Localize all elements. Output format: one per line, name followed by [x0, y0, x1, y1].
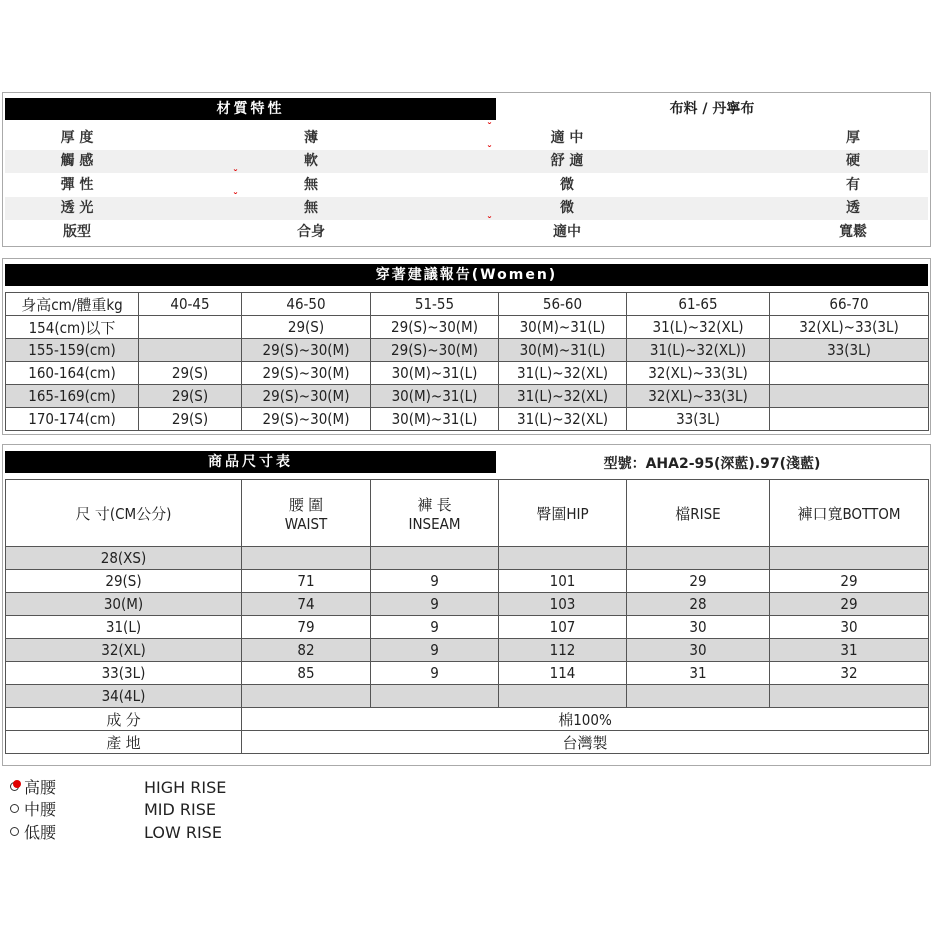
recommend-cell: 29(S)~30(M): [242, 408, 371, 431]
legend-item: [10, 799, 410, 821]
size-header-en: WAIST: [284, 514, 328, 533]
check-tick-icon: ˇ: [233, 192, 238, 203]
check-tick-icon: ˇ: [233, 169, 238, 180]
material-row: [5, 192, 928, 220]
recommend-cell: 33(3L): [627, 408, 770, 431]
material-cell-c2: 適中: [553, 224, 581, 240]
material-cell-c3: 厚: [846, 130, 860, 146]
material-cell-c2: 微: [560, 200, 574, 216]
size-cell: 29: [627, 570, 770, 593]
size-cell: [770, 685, 929, 708]
size-cell: 101: [499, 570, 627, 593]
size-cell: 33(3L): [6, 662, 242, 685]
recommend-cell: 29(S): [139, 362, 242, 385]
recommend-cell: [139, 316, 242, 339]
size-cell: [499, 547, 627, 570]
legend-zh: 中腰: [24, 800, 57, 819]
recommend-cell: 170-174(cm): [6, 408, 139, 431]
size-header-cell: [242, 480, 371, 547]
size-row: [6, 593, 929, 616]
check-tick-icon: ˇ: [487, 145, 492, 156]
size-header-cell: [371, 480, 499, 547]
material-cell-c1: 薄: [304, 130, 318, 146]
material-row: [5, 122, 928, 150]
material-cell-c1: 無: [304, 177, 318, 193]
size-cell: [371, 547, 499, 570]
recommend-header-cell: 46-50: [242, 293, 371, 316]
recommend-cell: 29(S)~30(M): [242, 362, 371, 385]
legend-en: HIGH RISE: [144, 778, 227, 797]
size-row: [6, 639, 929, 662]
material-cell-c1: 合身: [297, 224, 325, 240]
size-cell: 30: [627, 639, 770, 662]
size-cell: [770, 547, 929, 570]
size-cell: 29: [770, 570, 929, 593]
material-cell-c3: 透: [846, 200, 860, 216]
origin-row: [6, 731, 929, 754]
size-cell: [371, 685, 499, 708]
recommend-cell: 30(M)~31(L): [371, 408, 499, 431]
recommend-row: [6, 339, 929, 362]
recommend-cell: 31(L)~32(XL): [499, 408, 627, 431]
recommend-cell: 31(L)~32(XL): [499, 362, 627, 385]
recommend-cell: 30(M)~31(L): [371, 385, 499, 408]
recommend-cell: 154(cm)以下: [6, 316, 139, 339]
recommend-row: [6, 385, 929, 408]
material-cell-c2: 適 中: [550, 130, 584, 146]
recommend-cell: 29(S)~30(M): [371, 339, 499, 362]
recommend-cell: 30(M)~31(L): [499, 316, 627, 339]
composition-value: 棉100%: [242, 708, 929, 731]
recommend-cell: 29(S): [139, 385, 242, 408]
size-cell: 9: [371, 593, 499, 616]
recommend-cell: 32(XL)~33(3L): [770, 316, 929, 339]
recommend-header-cell: 66-70: [770, 293, 929, 316]
recommend-cell: [770, 362, 929, 385]
size-cell: 9: [371, 639, 499, 662]
recommend-header-cell: 56-60: [499, 293, 627, 316]
size-cell: 74: [242, 593, 371, 616]
recommend-header-row: [6, 293, 929, 316]
legend-en: LOW RISE: [144, 823, 222, 842]
recommend-cell: 32(XL)~33(3L): [627, 385, 770, 408]
legend-item: [10, 777, 410, 799]
size-cell: [242, 547, 371, 570]
size-cell: 9: [371, 662, 499, 685]
check-tick-icon: ˇ: [487, 122, 492, 133]
size-cell: 30: [627, 616, 770, 639]
size-cell: 31: [770, 639, 929, 662]
fabric-label: 布料 / 丹寧布: [669, 101, 755, 117]
recommend-cell: 29(S)~30(M): [371, 316, 499, 339]
check-tick-icon: ˇ: [487, 216, 492, 227]
recommend-table: [5, 292, 929, 431]
material-cell-c1: 軟: [304, 153, 318, 169]
recommend-cell: 160-164(cm): [6, 362, 139, 385]
recommend-header-cell: 51-55: [371, 293, 499, 316]
size-cell: 112: [499, 639, 627, 662]
size-cell: 85: [242, 662, 371, 685]
recommend-cell: 31(L)~32(XL): [627, 316, 770, 339]
material-cell-c2: 舒 適: [550, 153, 584, 169]
recommend-header-cell: 61-65: [627, 293, 770, 316]
recommend-cell: 29(S)~30(M): [242, 339, 371, 362]
recommend-row: [6, 316, 929, 339]
legend-zh: 高腰: [24, 778, 57, 797]
recommend-cell: 30(M)~31(L): [499, 339, 627, 362]
recommend-cell: 29(S): [242, 316, 371, 339]
recommend-cell: [770, 385, 929, 408]
size-row: [6, 570, 929, 593]
size-cell: 31: [627, 662, 770, 685]
size-cell: 29: [770, 593, 929, 616]
size-row: [6, 662, 929, 685]
size-header-zh: 臀圍HIP: [536, 504, 589, 523]
material-cell-label: 透 光: [60, 200, 94, 216]
size-cell: 28(XS): [6, 547, 242, 570]
size-row: [6, 616, 929, 639]
size-header-zh: 檔RISE: [675, 504, 721, 523]
composition-label: 成 分: [6, 708, 242, 731]
material-cell-label: 觸 感: [60, 153, 94, 169]
size-header-zh: 尺 寸(CM公分): [75, 504, 172, 523]
material-title: 材質特性: [5, 98, 496, 120]
size-cell: 9: [371, 570, 499, 593]
model-number: 型號：AHA2-95(深藍).97(淺藍): [603, 456, 821, 472]
recommend-cell: 29(S)~30(M): [242, 385, 371, 408]
size-row: [6, 547, 929, 570]
selected-circle-icon: [10, 782, 19, 791]
size-cell: [627, 547, 770, 570]
origin-label: 產 地: [6, 731, 242, 754]
empty-circle-icon: [10, 827, 19, 836]
size-cell: 103: [499, 593, 627, 616]
recommend-cell: 33(3L): [770, 339, 929, 362]
size-cell: 107: [499, 616, 627, 639]
size-header-zh: 腰 圍: [288, 495, 324, 514]
size-cell: 9: [371, 616, 499, 639]
size-table: [5, 479, 929, 754]
legend-en: MID RISE: [144, 800, 217, 819]
recommend-row: [6, 408, 929, 431]
size-header-zh: 褲 長: [417, 495, 452, 514]
material-cell-label: 厚 度: [60, 130, 94, 146]
size-cell: 29(S): [6, 570, 242, 593]
recommend-row: [6, 362, 929, 385]
size-header-cell: [6, 480, 242, 547]
size-header-zh: 褲口寬BOTTOM: [797, 504, 901, 523]
size-header-en: INSEAM: [408, 514, 461, 533]
size-cell: 30: [770, 616, 929, 639]
size-title: 商品尺寸表: [5, 451, 496, 473]
empty-circle-icon: [10, 804, 19, 813]
size-cell: 34(4L): [6, 685, 242, 708]
recommend-cell: [770, 408, 929, 431]
recommend-cell: [139, 339, 242, 362]
size-cell: [627, 685, 770, 708]
size-cell: 114: [499, 662, 627, 685]
material-cell-c2: 微: [560, 177, 574, 193]
recommend-header-cell: 40-45: [139, 293, 242, 316]
material-cell-c3: 硬: [846, 153, 860, 169]
material-cell-c3: 有: [846, 177, 860, 193]
material-row: [5, 216, 928, 244]
recommend-title: 穿著建議報告(Women): [5, 264, 928, 286]
recommend-cell: 31(L)~32(XL)): [627, 339, 770, 362]
size-header-cell: [499, 480, 627, 547]
recommend-header-cell: 身高cm/體重kg: [6, 293, 139, 316]
recommend-cell: 32(XL)~33(3L): [627, 362, 770, 385]
material-cell-c3: 寬鬆: [839, 224, 867, 240]
size-cell: 71: [242, 570, 371, 593]
legend-item: [10, 822, 410, 844]
material-row: [5, 145, 928, 173]
origin-value: 台灣製: [242, 731, 929, 754]
size-cell: 28: [627, 593, 770, 616]
size-cell: 82: [242, 639, 371, 662]
material-cell-c1: 無: [304, 200, 318, 216]
size-cell: [242, 685, 371, 708]
material-row: [5, 169, 928, 197]
size-row: [6, 685, 929, 708]
size-header-cell: [627, 480, 770, 547]
size-cell: 31(L): [6, 616, 242, 639]
size-cell: 32(XL): [6, 639, 242, 662]
legend-zh: 低腰: [24, 823, 57, 842]
recommend-cell: 165-169(cm): [6, 385, 139, 408]
recommend-cell: 30(M)~31(L): [371, 362, 499, 385]
size-header-row: [6, 480, 929, 547]
size-cell: 32: [770, 662, 929, 685]
recommend-cell: 31(L)~32(XL): [499, 385, 627, 408]
size-header-cell: [770, 480, 929, 547]
size-cell: 79: [242, 616, 371, 639]
material-cell-label: 版型: [63, 224, 91, 240]
size-cell: 30(M): [6, 593, 242, 616]
recommend-cell: 155-159(cm): [6, 339, 139, 362]
composition-row: [6, 708, 929, 731]
recommend-cell: 29(S): [139, 408, 242, 431]
material-cell-label: 彈 性: [60, 177, 94, 193]
size-cell: [499, 685, 627, 708]
